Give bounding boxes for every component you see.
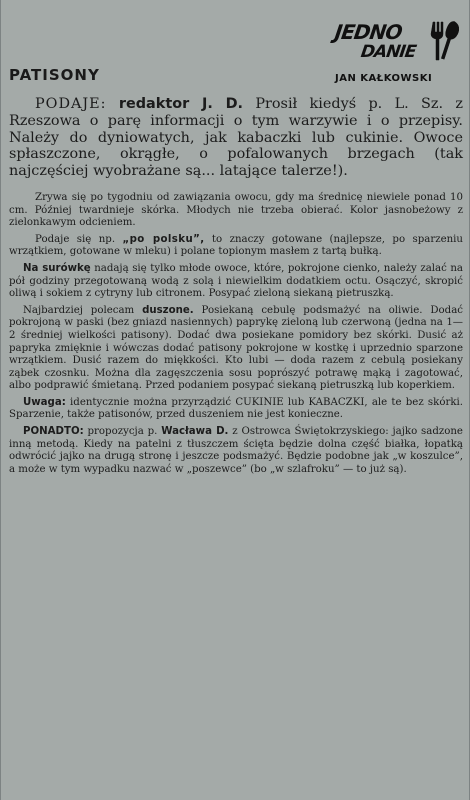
paragraph-text: z Ostrowca Świętokrzyskiego: jajko sadzone inną metodą. Kiedy na patelni z tłuszczem ścięta będzie dolna część białka, łopatką odwrócić jajko na drugą stronę i jeszcze podsmażyć. Będzie podobne jak „w koszulce”, a może w tym wypadku nazwać w „poszewce” (bo „w szlafroku” — to już są). — [9, 426, 463, 475]
paragraph-po-polsku — [9, 234, 463, 259]
paragraph-text: Najbardziej polecam — [23, 304, 135, 316]
emphasis-text: duszone. — [142, 304, 194, 316]
paragraph-text: nadają się tylko młode owoce, które, pokrojone cienko, należy zalać na pół godziny przegotowaną wodą z solą i niewielkim dodatkiem octu. Osączyć, skropić oliwą i sokiem z cytryny lub citronem. Posypać zieloną siekaną pietruszką. — [9, 262, 463, 300]
lead-label: PODAJE: — [35, 96, 107, 112]
paragraph-text: identycznie można przyrządzić CUKINIE lub KABACZKI, ale te bez skórki. Sparzenie, także patisonów, przed duszeniem nie jest konieczne. — [9, 396, 463, 421]
emphasis-text: PONADTO: — [23, 426, 84, 438]
lead-name: redaktor J. D. — [118, 96, 243, 112]
paragraph-uwaga — [9, 397, 463, 422]
lead-paragraph — [9, 96, 463, 180]
paragraph-text: to znaczy gotowane (najlepsze, po sparzeniu wrzątkiem, gotowane w mleku) i polane topionym masłem z tartą bułką. — [9, 233, 463, 258]
paragraph-text: Posiekaną cebulę podsmażyć na oliwie. Dodać pokrojoną w paski (bez gniazd nasiennych) paprykę zieloną lub czerwoną (jedna na 1—2 średniej wielkości patisony). Dodać dwa posiekane pomidory bez skórki. Dusić aż papryka zmięknie i wówczas dodać patisony pokrojone w kostkę i uprzednio sparzone wrzątkiem. Dusić razem do miękkości. Kto lubi — doda razem z cebulą posiekany ząbek czosnku. Można dla zagęszczenia sosu poprószyć potrawę mąką i zagotować, albo podprawić śmietaną. Przed podaniem posypać siekaną pietruszką lub koperkiem. — [9, 304, 463, 392]
paragraph-harvest — [9, 192, 463, 230]
author-byline: JAN KAŁKOWSKI — [335, 73, 433, 84]
emphasis-text: Na surówkę — [23, 262, 91, 274]
fork-spoon-icon — [425, 18, 459, 62]
article-title: PATISONY — [9, 66, 100, 84]
paragraph-duszone — [9, 305, 463, 393]
emphasis-text: Wacława D. — [161, 426, 229, 438]
paragraph-ponadto — [9, 426, 463, 476]
logo-word-danie: DANIE — [359, 42, 417, 62]
emphasis-text: Uwaga: — [23, 396, 66, 408]
paragraph-text: Podaje się np. — [35, 233, 116, 245]
lead-text: Prosił kiedyś p. L. Sz. z Rzeszowa o parę informacji o tym warzywie i o przepisy. Należy do dyniowatych, jak kabaczki lub cukinie. Owoce spłaszczone, okrągłe, o pofalowanych brzegach (tak najczęściej wyobrażane są... latające talerze!). — [9, 96, 463, 180]
article-body — [9, 96, 463, 480]
paragraph-text: Zrywa się po tygodniu od zawiązania owocu, gdy ma średnicę niewiele ponad 10 cm. Później twardnieje skórka. Młodych nie trzeba obierać. Kolor jasnobeżowy z zielonkawym odcieniem. — [9, 191, 463, 229]
paragraph-text: propozycja p. — [87, 426, 158, 438]
column-logo — [331, 18, 459, 84]
emphasis-text: „po polsku”, — [122, 233, 205, 245]
logo-word-jedno: JEDNO — [333, 20, 404, 44]
paragraph-surowka — [9, 263, 463, 301]
